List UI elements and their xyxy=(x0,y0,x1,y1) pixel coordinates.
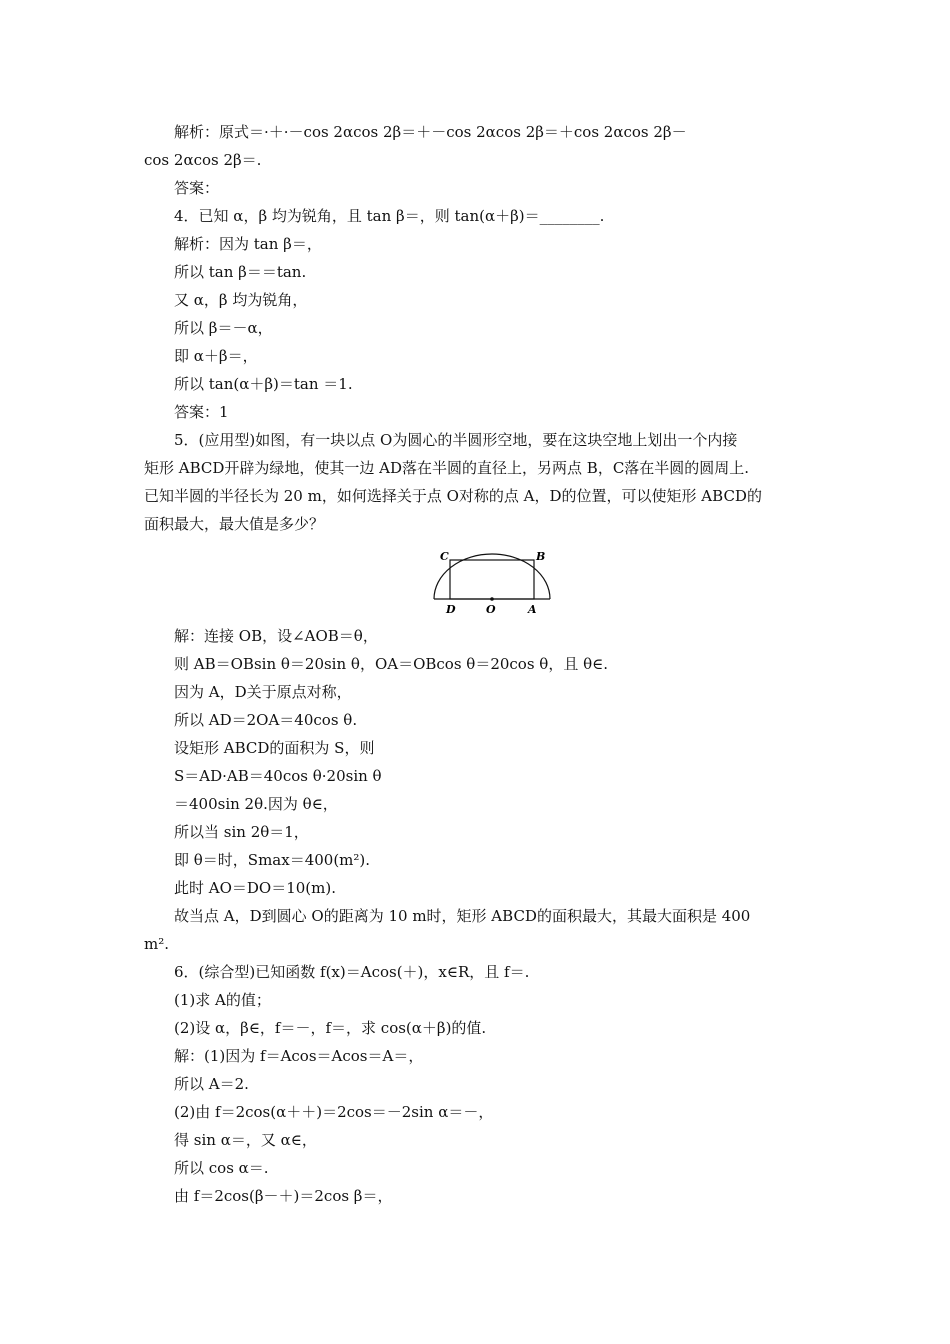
semicircle-arc xyxy=(434,554,550,599)
text-line: 则 AB＝OBsin θ＝20sin θ，OA＝OBcos θ＝20cos θ，且 θ∈. xyxy=(174,655,609,673)
text-line: 所以 A＝2. xyxy=(174,1075,249,1093)
text-line: S＝AD·AB＝40cos θ·20sin θ xyxy=(174,767,382,785)
text-line: 答案：1 xyxy=(174,403,229,421)
label-o: O xyxy=(486,603,496,616)
text-line: (2)设 α，β∈，f＝－，f＝，求 cos(α＋β)的值. xyxy=(174,1019,487,1037)
text-line: 解：(1)因为 f＝Acos＝Acos＝A＝， xyxy=(174,1047,424,1065)
label-a: A xyxy=(528,603,537,616)
text-line: 解析：原式＝·＋·－cos 2αcos 2β＝＋－cos 2αcos 2β＝＋cos 2αcos 2β－ xyxy=(174,123,687,141)
text-line: 所以 tan(α＋β)＝tan ＝1. xyxy=(174,375,353,393)
label-b: B xyxy=(536,550,546,563)
text-line: 解析：因为 tan β＝， xyxy=(174,235,322,253)
text-line: 6．(综合型)已知函数 f(x)＝Acos(＋)，x∈R，且 f＝. xyxy=(174,963,530,981)
text-line: 因为 A，D关于原点对称， xyxy=(174,683,352,701)
text-line: 故当点 A，D到圆心 O的距离为 10 m时，矩形 ABCD的面积最大，其最大面积是 400 xyxy=(174,907,751,925)
text-line: 解：连接 OB，设∠AOB＝θ， xyxy=(174,627,378,645)
text-line: 所以 cos α＝. xyxy=(174,1159,269,1177)
text-line: 面积最大，最大值是多少？ xyxy=(144,515,325,533)
text-line: 此时 AO＝DO＝10(m). xyxy=(174,879,337,897)
text-line: (1)求 A的值； xyxy=(174,991,271,1009)
inscribed-rectangle xyxy=(450,560,534,599)
text-line: 所以 tan β＝＝tan. xyxy=(174,263,307,281)
text-line: 得 sin α＝，又 α∈， xyxy=(174,1131,317,1149)
text-line: 所以 AD＝2OA＝40cos θ. xyxy=(174,711,358,729)
text-line: 由 f＝2cos(β－＋)＝2cos β＝， xyxy=(174,1187,393,1205)
text-line: 矩形 ABCD开辟为绿地，使其一边 AD落在半圆的直径上，另两点 B，C落在半圆的圆周上. xyxy=(144,459,750,477)
text-line: 即 α＋β＝， xyxy=(174,347,258,365)
text-line: (2)由 f＝2cos(α＋＋)＝2cos＝－2sin α＝－， xyxy=(174,1103,494,1121)
label-d: D xyxy=(446,603,456,616)
text-line: cos 2αcos 2β＝. xyxy=(144,151,262,169)
text-line: m². xyxy=(144,935,170,953)
text-line: 即 θ＝时，Smax＝400(m²). xyxy=(174,851,371,869)
text-line: 又 α，β 均为锐角， xyxy=(174,291,308,309)
text-line: 4．已知 α，β 均为锐角，且 tan β＝，则 tan(α＋β)＝________. xyxy=(174,207,605,225)
text-line: 5．(应用型)如图，有一块以点 O为圆心的半圆形空地，要在这块空地上划出一个内接 xyxy=(174,431,738,449)
center-point xyxy=(490,597,494,601)
text-line: 所以当 sin 2θ＝1， xyxy=(174,823,309,841)
semicircle-rectangle-figure xyxy=(430,546,554,620)
text-line: 设矩形 ABCD的面积为 S，则 xyxy=(174,739,375,757)
label-c: C xyxy=(440,550,449,563)
text-line: ＝400sin 2θ.因为 θ∈， xyxy=(174,795,338,813)
text-line: 答案： xyxy=(174,179,220,197)
text-line: 所以 β＝－α， xyxy=(174,319,273,337)
text-line: 已知半圆的半径长为 20 m，如何选择关于点 O对称的点 A，D的位置，可以使矩形 ABCD的 xyxy=(144,487,762,505)
